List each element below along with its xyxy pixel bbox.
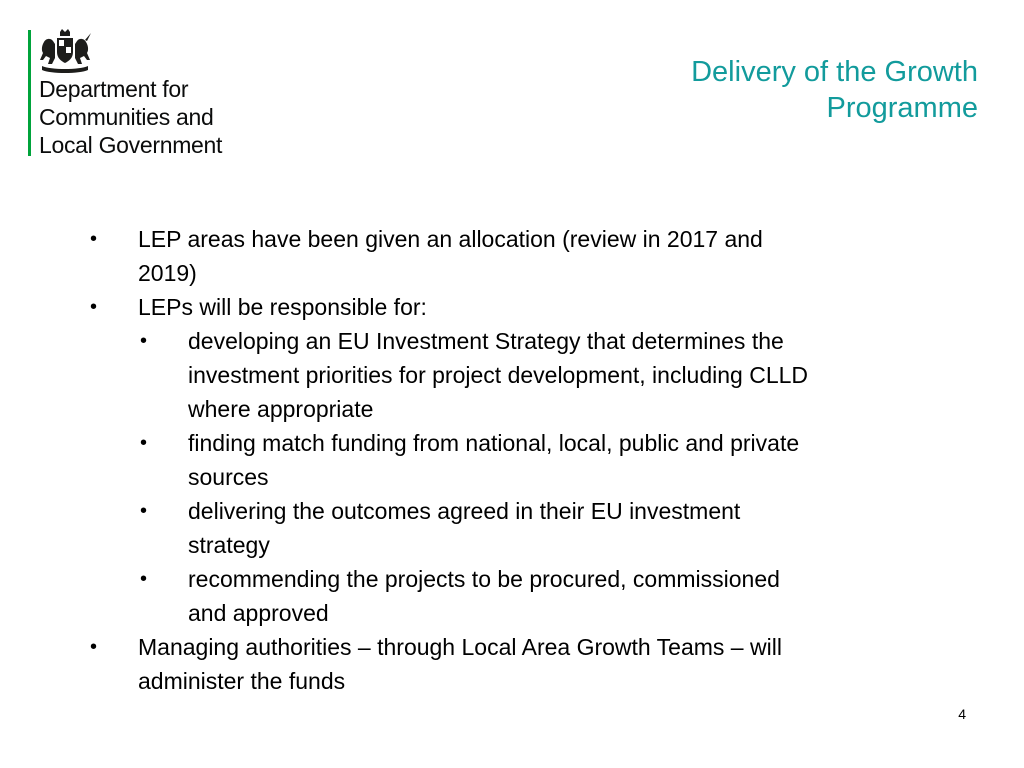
sub-bullet-item — [88, 426, 968, 494]
department-name-line-1: Department for — [39, 76, 189, 102]
bullet-text — [188, 426, 968, 494]
bullet-text-line: LEPs will be responsible for: — [138, 294, 427, 320]
bullet-marker: • — [140, 500, 148, 522]
royal-coat-of-arms-icon — [36, 28, 94, 74]
department-name — [39, 75, 222, 159]
logo-accent-bar — [28, 30, 31, 156]
department-name-line-2: Communities and — [39, 104, 214, 130]
department-name-line-3: Local Government — [39, 132, 223, 158]
slide-title — [691, 54, 978, 126]
bullet-text-line: investment priorities for project development, including CLLD — [188, 362, 809, 388]
bullet-list — [88, 222, 968, 698]
bullet-marker: • — [140, 568, 148, 590]
bullet-text-line: administer the funds — [138, 668, 346, 694]
slide-title-line-2: Programme — [826, 92, 978, 124]
page-number: 4 — [958, 706, 966, 722]
slide-body — [88, 222, 968, 698]
sub-bullet-item — [88, 494, 968, 562]
bullet-text-line: Managing authorities – through Local Area Growth Teams – will — [138, 634, 782, 660]
bullet-text — [188, 324, 968, 426]
bullet-text-line: finding match funding from national, local, public and private — [188, 430, 800, 456]
bullet-text-line: 2019) — [138, 260, 197, 286]
sub-bullet-item — [88, 324, 968, 426]
bullet-text — [138, 630, 968, 698]
bullet-item — [88, 290, 968, 324]
bullet-marker: • — [90, 296, 98, 318]
bullet-text — [188, 562, 968, 630]
bullet-text — [188, 494, 968, 562]
bullet-marker: • — [90, 228, 98, 250]
bullet-text-line: strategy — [188, 532, 270, 558]
bullet-text-line: delivering the outcomes agreed in their EU investment — [188, 498, 741, 524]
bullet-item — [88, 630, 968, 698]
bullet-marker: • — [140, 432, 148, 454]
department-logo — [28, 28, 288, 158]
bullet-marker: • — [90, 636, 98, 658]
bullet-text-line: recommending the projects to be procured, commissioned — [188, 566, 780, 592]
bullet-text-line: LEP areas have been given an allocation (review in 2017 and — [138, 226, 763, 252]
bullet-text-line: where appropriate — [188, 396, 374, 422]
bullet-text-line: developing an EU Investment Strategy that determines the — [188, 328, 784, 354]
bullet-text — [138, 290, 968, 324]
bullet-item — [88, 222, 968, 290]
sub-bullet-item — [88, 562, 968, 630]
bullet-text-line: sources — [188, 464, 269, 490]
bullet-marker: • — [140, 330, 148, 352]
bullet-text-line: and approved — [188, 600, 329, 626]
bullet-text — [138, 222, 968, 290]
slide-title-line-1: Delivery of the Growth — [691, 56, 978, 88]
